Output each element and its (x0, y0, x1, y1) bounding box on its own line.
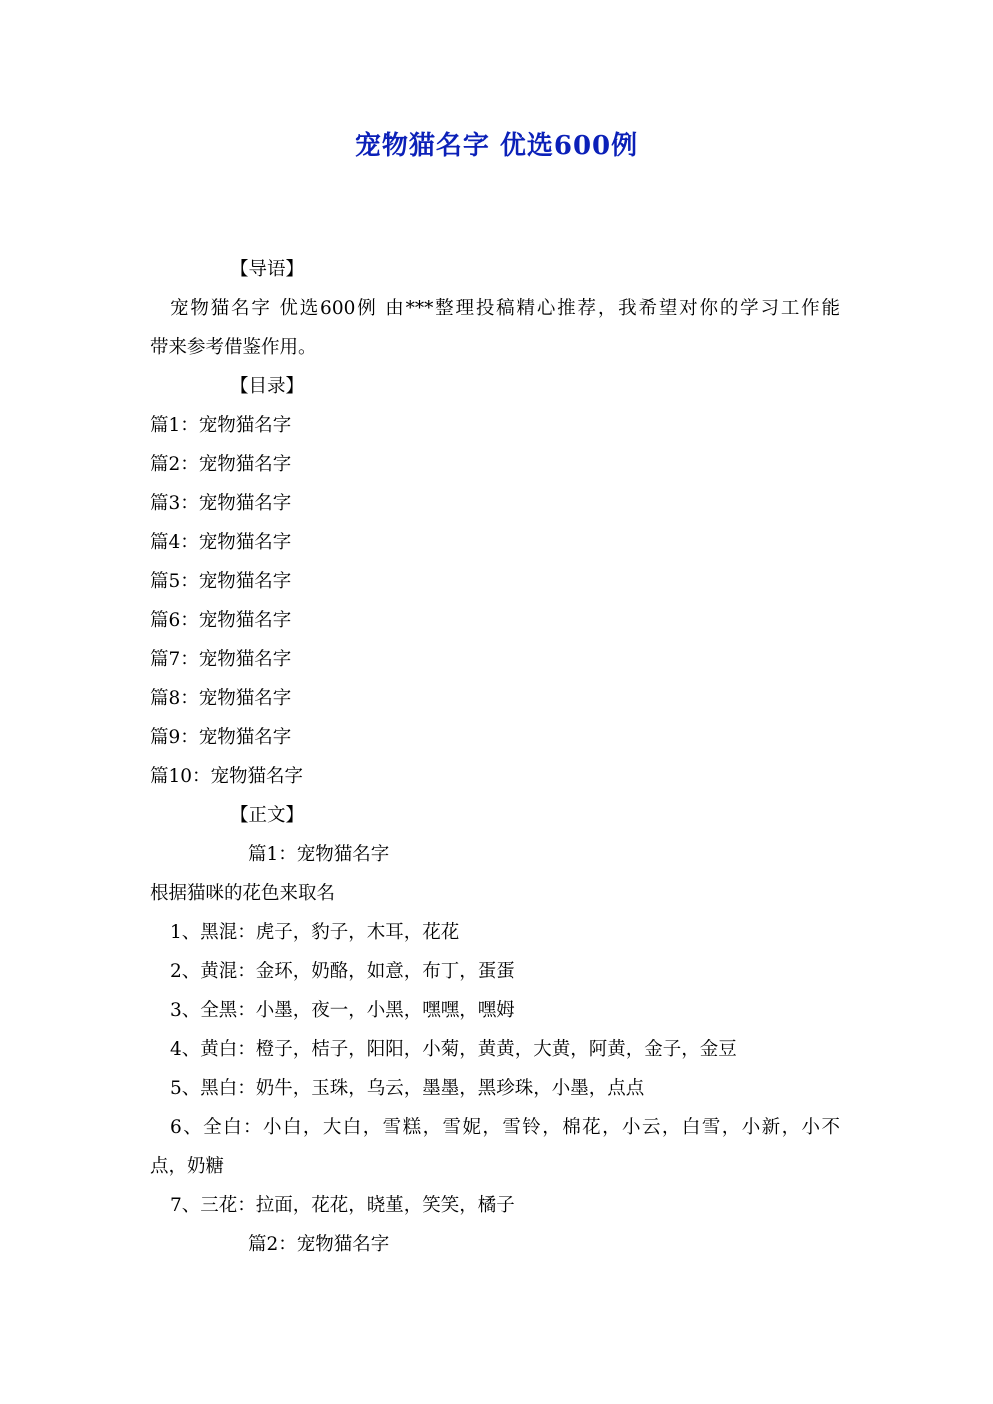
name-entry: 6、全白：小白，大白，雪糕，雪妮，雪铃，棉花，小云，白雪，小新，小不 (170, 1117, 840, 1138)
section-subtitle: 根据猫咪的花色来取名 (150, 883, 336, 904)
toc-item: 篇9：宠物猫名字 (150, 727, 292, 748)
name-entry: 2、黄混：金环，奶酪，如意，布丁，蛋蛋 (170, 961, 515, 982)
name-entry: 5、黑白：奶牛，玉珠，乌云，墨墨，黑珍珠，小墨，点点 (170, 1078, 645, 1099)
name-entry: 3、全黑：小墨，夜一，小黑，嘿嘿，嘿姆 (170, 1000, 515, 1021)
page-title: 宠物猫名字 优选600例 (354, 131, 639, 161)
name-entry: 7、三花：拉面，花花，晓堇，笑笑，橘子 (170, 1195, 515, 1216)
toc-item: 篇4：宠物猫名字 (150, 532, 292, 553)
toc-heading: 【目录】 (230, 376, 305, 397)
intro-heading: 【导语】 (230, 259, 305, 280)
toc-item: 篇5：宠物猫名字 (150, 571, 292, 592)
body-heading: 【正文】 (230, 805, 305, 826)
toc-item: 篇1：宠物猫名字 (150, 415, 292, 436)
toc-item: 篇2：宠物猫名字 (150, 454, 292, 475)
intro-paragraph-line-1: 宠物猫名字 优选600例 由***整理投稿精心推荐，我希望对你的学习工作能 (170, 298, 840, 319)
toc-item: 篇8：宠物猫名字 (150, 688, 292, 709)
toc-item: 篇6：宠物猫名字 (150, 610, 292, 631)
toc-item: 篇7：宠物猫名字 (150, 649, 292, 670)
name-entry: 4、黄白：橙子，桔子，阳阳，小菊，黄黄，大黄，阿黄，金子，金豆 (170, 1039, 737, 1060)
name-entry: 1、黑混：虎子，豹子，木耳，花花 (170, 922, 460, 943)
toc-item: 篇10：宠物猫名字 (150, 766, 304, 787)
section-1-title: 篇1：宠物猫名字 (248, 844, 390, 865)
name-entry-continuation: 点，奶糖 (150, 1156, 225, 1177)
toc-item: 篇3：宠物猫名字 (150, 493, 292, 514)
intro-paragraph-line-2: 带来参考借鉴作用。 (150, 337, 317, 358)
section-2-title: 篇2：宠物猫名字 (248, 1234, 390, 1255)
